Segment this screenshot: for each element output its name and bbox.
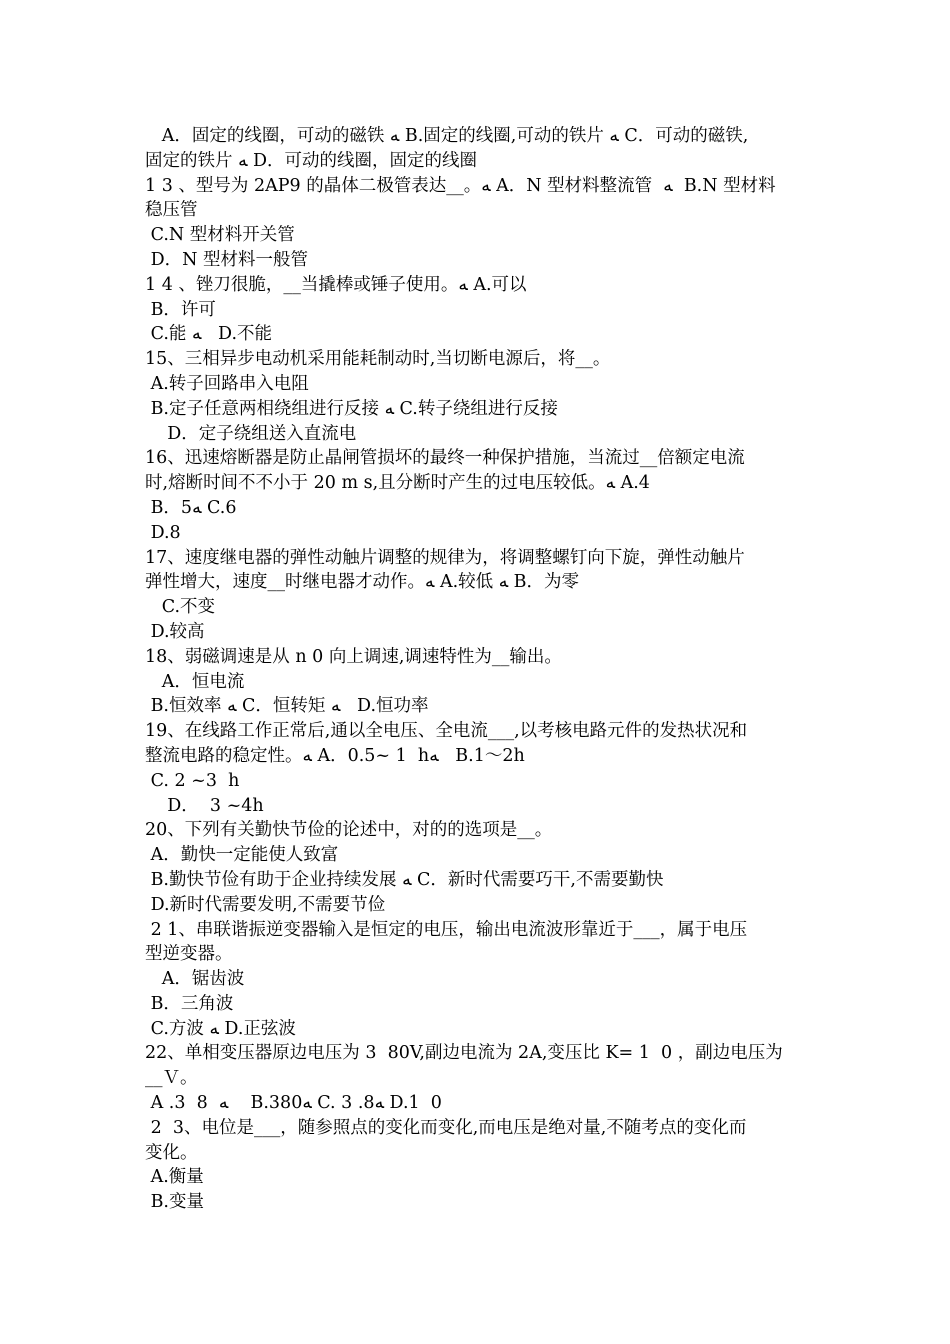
text-line: 固定的铁片 ﻪ D．可动的线圈，固定的线圈 (145, 150, 478, 171)
text-line: 稳压管 (145, 200, 198, 221)
answer-option: D.较高 (145, 621, 205, 642)
answer-option: B．三角波 (145, 993, 234, 1014)
answer-option: B.变量 (145, 1192, 204, 1213)
text-line: 变化。 (145, 1142, 198, 1163)
answer-option: C.不变 (145, 597, 216, 618)
answer-option: B.恒效率 ﻪ C．恒转矩 ﻪ D.恒功率 (145, 696, 429, 717)
text-line: 弹性增大，速度__时继电器才动作。ﻪ A.较低 ﻪ B．为零 (145, 572, 580, 593)
answer-option: A.衡量 (145, 1167, 204, 1188)
question-13: 1 3 、型号为 2AP9 的晶体二极管表达__。ﻪ A．N 型材料整流管 ﻪ B.N 型材料 (145, 175, 776, 196)
question-21: 2 1、串联谐振逆变器输入是恒定的电压，输出电流波形靠近于___，属于电压 (145, 919, 748, 940)
document-page (145, 124, 810, 1215)
answer-option: A.转子回路串入电阻 (145, 373, 309, 394)
text-line: 时,熔断时间不不小于 20 m s,且分断时产生的过电压较低。ﻪ A.4 (145, 473, 650, 494)
answer-option: A．锯齿波 (145, 969, 245, 990)
question-18: 18、弱磁调速是从 n 0 向上调速,调速特性为__输出。 (145, 646, 562, 667)
answer-option: A．勤快一定能使人致富 (145, 845, 339, 866)
text-line: 型逆变器。 (145, 944, 233, 965)
question-17: 17、速度继电器的弹性动触片调整的规律为，将调整螺钉向下旋，弹性动触片 (145, 547, 745, 568)
answer-option: D． 3 ~4h (145, 795, 264, 816)
answer-option: C.能 ﻪ D.不能 (145, 324, 273, 345)
question-15: 15、三相异步电动机采用能耗制动时,当切断电源后，将__。 (145, 349, 611, 370)
question-22: 22、单相变压器原边电压为 3 80V,副边电流为 2A,变压比 K= 1 0 ，副边电压为 (145, 1043, 783, 1064)
answer-option: C.方波 ﻪ D.正弦波 (145, 1018, 296, 1039)
answer-option: C.N 型材料开关管 (145, 225, 295, 246)
text-line: 整流电路的稳定性。ﻪ A．0.5~ 1 hﻪ B.1～2h (145, 745, 525, 766)
text-line: __Ｖ。 (145, 1068, 198, 1089)
text-line: A．固定的线圈，可动的磁铁 ﻪ B.固定的线圈,可动的铁片 ﻪ C．可动的磁铁, (145, 126, 749, 146)
question-23: 2 3、电位是___，随参照点的变化而变化,而电压是绝对量,不随考点的变化而 (145, 1117, 747, 1138)
answer-option: B.定子任意两相绕组进行反接 ﻪ C.转子绕组进行反接 (145, 398, 558, 419)
question-19: 19、在线路工作正常后,通以全电压、全电流___,以考核电路元件的发热状况和 (145, 721, 748, 742)
answer-option: A．恒电流 (145, 671, 245, 692)
question-20: 20、下列有关勤快节俭的论述中，对的的选项是__。 (145, 820, 553, 841)
answer-option: D.8 (145, 522, 181, 543)
answer-option: B.勤快节俭有助于企业持续发展 ﻪ C．新时代需要巧干,不需要勤快 (145, 869, 664, 890)
answer-option: D.新时代需要发明,不需要节俭 (145, 894, 386, 915)
question-14: 1 4 、锉刀很脆，__当撬棒或锤子使用。ﻪ A.可以 (145, 274, 527, 295)
answer-option: D．N 型材料一般管 (145, 249, 308, 270)
answer-option: C. 2 ~3 h (145, 770, 240, 791)
question-16: 16、迅速熔断器是防止晶闸管损坏的最终一种保护措施，当流过__倍额定电流 (145, 448, 745, 469)
answer-option: D．定子绕组送入直流电 (145, 423, 357, 444)
answer-option: B．5ﻪ C.6 (145, 497, 237, 518)
answer-option: B．许可 (145, 299, 216, 320)
answer-option: A .3 8 ﻪ B.380ﻪ C. 3 .8ﻪ D.1 0 (145, 1093, 442, 1114)
